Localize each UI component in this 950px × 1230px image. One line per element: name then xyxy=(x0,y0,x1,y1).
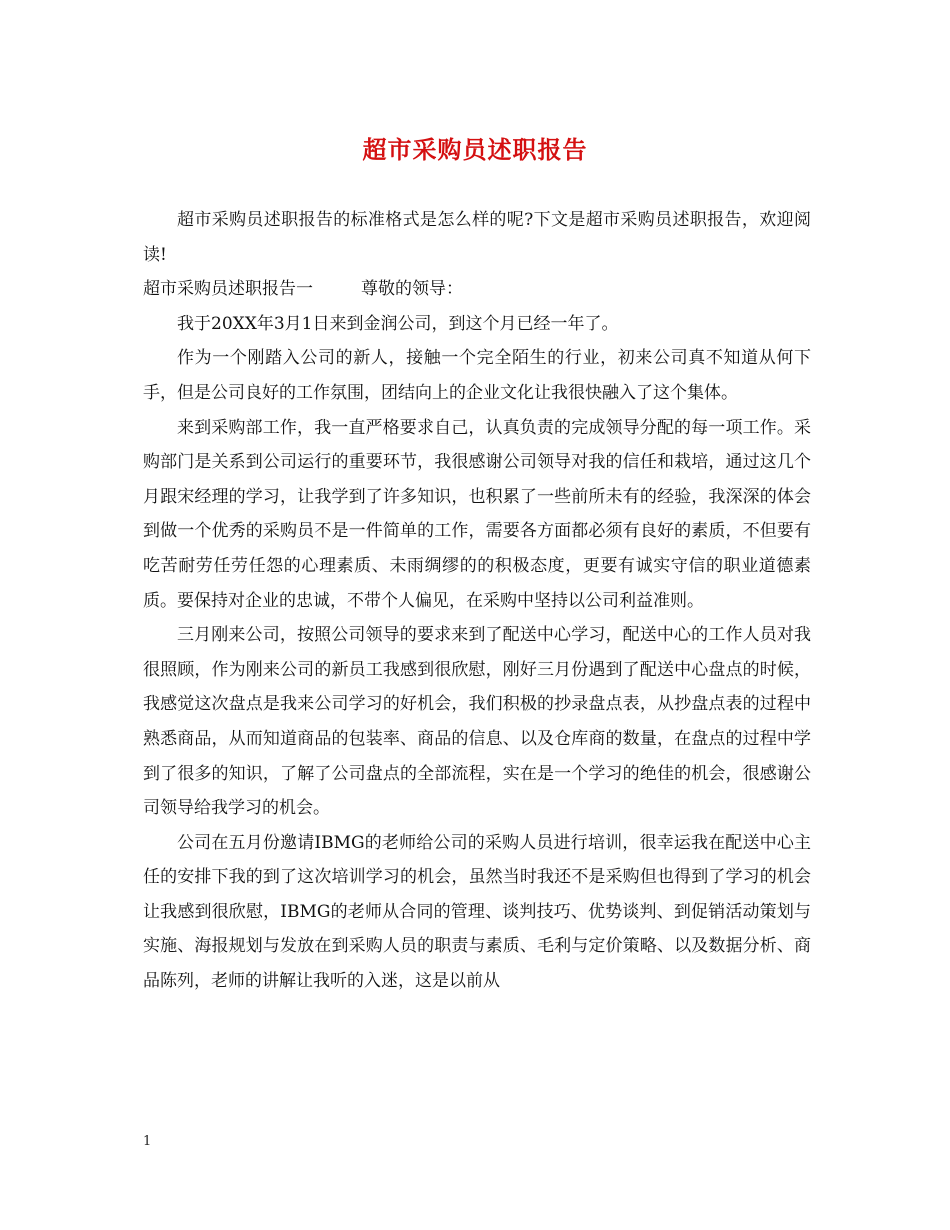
body-paragraph: 我于20XX年3月1日来到金润公司，到这个月已经一年了。 xyxy=(177,313,619,334)
document-title: 超市采购员述职报告 xyxy=(362,135,588,164)
body-paragraph: 来到采购部工作，我一直严格要求自己，认真负责的完成领导分配的每一项工作。采购部门是关系到公司运行的重要环节，我很感谢公司领导对我的信任和栽培，通过这几个月跟宋经理的学习，让我学到了许多知识，也积累了一些前所未有的经验，我深深的体会到做一个优秀的采购员不是一件简单的工作，需要各方面都必须有良好的素质，不但要有吃苦耐劳任劳任怨的心理素质、未雨绸缪的的积极态度，更要有诚实守信的职业道德素质。要保持对企业的忠诚，不带个人偏见，在采购中坚持以公司利益准则。 xyxy=(143,417,811,611)
page-number: 1 xyxy=(143,1134,152,1149)
body-paragraph: 三月刚来公司，按照公司领导的要求来到了配送中心学习，配送中心的工作人员对我很照顾，作为刚来公司的新员工我感到很欣慰，刚好三月份遇到了配送中心盘点的时候，我感觉这次盘点是我来公司学习的好机会，我们积极的抄录盘点表，从抄盘点表的过程中熟悉商品，从而知道商品的包装率、商品的信息、以及仓库商的数量，在盘点的过程中学到了很多的知识，了解了公司盘点的全部流程，实在是一个学习的绝佳的机会，很感谢公司领导给我学习的机会。 xyxy=(143,625,811,819)
body-paragraph: 公司在五月份邀请IBMG的老师给公司的采购人员进行培训，很幸运我在配送中心主任的安排下我的到了这次培训学习的机会，虽然当时我还不是采购但也得到了学习的机会让我感到很欣慰，IBMG的老师从合同的管理、谈判技巧、优势谈判、到促销活动策划与实施、海报规划与发放在到采购人员的职责与素质、毛利与定价策略、以及数据分析、商品陈列，老师的讲解让我听的入迷，这是以前从 xyxy=(143,832,811,992)
section-heading-line xyxy=(143,272,811,307)
intro-paragraph: 超市采购员述职报告的标准格式是怎么样的呢?下文是超市采购员述职报告，欢迎阅读! xyxy=(143,210,811,265)
body-paragraph: 作为一个刚踏入公司的新人，接触一个完全陌生的行业，初来公司真不知道从何下手，但是公司良好的工作氛围，团结向上的企业文化让我很快融入了这个集体。 xyxy=(143,348,811,403)
salutation: 尊敬的领导： xyxy=(361,279,463,300)
document-body xyxy=(143,203,811,999)
section-label: 超市采购员述职报告一 xyxy=(143,279,313,300)
